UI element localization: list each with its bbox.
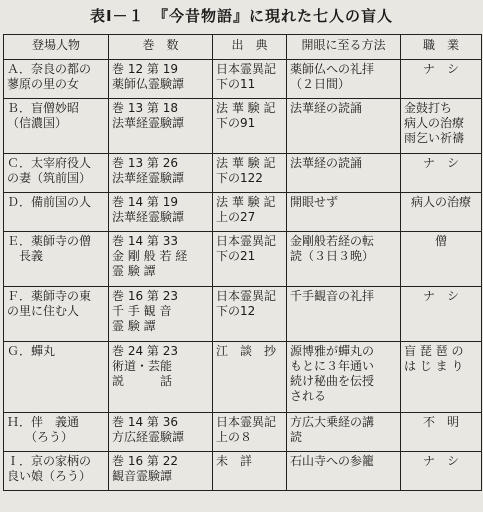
table-row [4, 287, 482, 342]
cell-source [213, 287, 287, 342]
source-text-line: 法 華 験 記 [216, 195, 276, 209]
source-text-line: 下の11 [216, 77, 256, 91]
source-text-line: 法 華 験 記 [216, 101, 276, 115]
cell-person [4, 232, 109, 287]
volume-text-line: 法華経霊験譚 [112, 171, 185, 185]
person-text-line: Ａ．奈良の都の [7, 62, 92, 76]
volume-text-line: 巻 16 第 22 [112, 454, 178, 468]
source-text-line: 下の21 [216, 249, 256, 263]
cell-person [4, 154, 109, 193]
cell-person [4, 99, 109, 154]
occupation-text-line: は じ ま り [404, 359, 464, 373]
method-text-line: 金剛般若経の転 [290, 234, 375, 248]
header-person: 登場人物 [4, 35, 109, 60]
table-row [4, 154, 482, 193]
cell-volume [109, 99, 213, 154]
cell-occupation [401, 413, 482, 452]
method-text-line: される [290, 389, 327, 403]
volume-text-line: 法華経霊験譚 [112, 116, 185, 130]
cell-occupation [401, 99, 482, 154]
occupation-text-line: 金鼓打ち [404, 101, 453, 115]
volume-text-line: 巻 24 第 23 [112, 344, 178, 358]
volume-text-line: 巻 14 第 33 [112, 234, 178, 248]
header-volume: 巻 数 [109, 35, 213, 60]
header-source: 出 典 [213, 35, 287, 60]
source-text-line: 未 詳 [216, 454, 253, 468]
cell-method [287, 99, 401, 154]
cell-source [213, 60, 287, 99]
method-text-line: 法華経の読誦 [290, 156, 363, 170]
cell-volume [109, 452, 213, 491]
volume-text-line: 巻 14 第 36 [112, 415, 178, 429]
person-text-line: Ｂ．盲僧妙昭 [7, 101, 80, 115]
person-text-line: （ろう） [7, 430, 74, 444]
person-text-line: Ｄ．備前国の人 [7, 195, 92, 209]
source-text-line: 上の８ [216, 430, 253, 444]
cell-method [287, 154, 401, 193]
occupation-text-line: 雨乞い祈禱 [404, 131, 465, 145]
volume-text-line: 金 剛 般 若 経 [112, 249, 188, 263]
cell-method [287, 193, 401, 232]
source-text-line: 下の12 [216, 304, 256, 318]
method-text-line: 方広大乗経の講 [290, 415, 375, 429]
occupation-text-line: 僧 [434, 234, 447, 248]
volume-text-line: 千 手 観 音 [112, 304, 172, 318]
occupation-text-line: 病人の治療 [410, 195, 471, 209]
person-text-line: の里に住む人 [7, 304, 80, 318]
cell-occupation [401, 287, 482, 342]
cell-method [287, 452, 401, 491]
volume-text-line: 巻 12 第 19 [112, 62, 178, 76]
cell-person [4, 193, 109, 232]
table-row [4, 193, 482, 232]
person-text-line: Ｈ．伴 義通 [7, 415, 80, 429]
cell-method [287, 287, 401, 342]
header-row [4, 35, 482, 60]
volume-text-line: 巻 16 第 23 [112, 289, 178, 303]
method-text-line: 千手観音の礼拝 [290, 289, 375, 303]
cell-occupation [401, 154, 482, 193]
person-text-line: 長義 [7, 249, 44, 263]
occupation-text-line: ナ シ [422, 62, 459, 76]
occupation-text-line: 盲 琵 琶 の [404, 344, 464, 358]
method-text-line: 石山寺への参籠 [290, 454, 375, 468]
volume-text-line: 観音霊験譚 [112, 469, 173, 483]
volume-text-line: 巻 13 第 18 [112, 101, 178, 115]
source-text-line: 日本霊異記 [216, 289, 277, 303]
volume-text-line: 薬師仏霊験譚 [112, 77, 185, 91]
volume-text-line: 霊 験 譚 [112, 264, 156, 278]
cell-method [287, 60, 401, 99]
occupation-text-line: 病人の治療 [404, 116, 465, 130]
method-text-line: 開眼せず [290, 195, 339, 209]
cell-volume [109, 154, 213, 193]
source-text-line: 日本霊異記 [216, 234, 277, 248]
person-text-line: Ｉ．京の家柄の [7, 454, 92, 468]
cell-occupation [401, 232, 482, 287]
person-text-line: の妻（筑前国） [7, 171, 92, 185]
method-text-line: 読 [290, 430, 303, 444]
cell-occupation [401, 60, 482, 99]
source-text-line: 下の91 [216, 116, 256, 130]
volume-text-line: 霊 験 譚 [112, 319, 156, 333]
method-text-line: もとに３年通い [290, 359, 375, 373]
table-row [4, 342, 482, 413]
cell-source [213, 232, 287, 287]
source-text-line: 上の27 [216, 210, 256, 224]
person-text-line: Ｆ．薬師寺の東 [7, 289, 92, 303]
method-text-line: （２日間） [290, 77, 351, 91]
person-text-line: （信濃国） [7, 116, 68, 130]
cell-person [4, 287, 109, 342]
cell-person [4, 413, 109, 452]
cell-volume [109, 342, 213, 413]
header-occupation: 職 業 [401, 35, 482, 60]
cell-method [287, 232, 401, 287]
cell-occupation [401, 193, 482, 232]
cell-occupation [401, 452, 482, 491]
occupation-text-line: ナ シ [422, 454, 459, 468]
cell-source [213, 342, 287, 413]
cell-source [213, 413, 287, 452]
method-text-line: 続け秘曲を伝授 [290, 374, 375, 388]
cell-volume [109, 287, 213, 342]
source-text-line: 日本霊異記 [216, 62, 277, 76]
cell-occupation [401, 342, 482, 413]
cell-method [287, 342, 401, 413]
blind-people-table [3, 34, 482, 491]
cell-source [213, 99, 287, 154]
source-text-line: 江 談 抄 [216, 344, 277, 358]
person-text-line: 蓼原の里の女 [7, 77, 80, 91]
volume-text-line: 方広経霊験譚 [112, 430, 185, 444]
source-text-line: 下の122 [216, 171, 263, 185]
cell-source [213, 452, 287, 491]
volume-text-line: 説 話 [112, 374, 173, 388]
cell-volume [109, 232, 213, 287]
table-body [4, 60, 482, 491]
cell-person [4, 60, 109, 99]
volume-text-line: 術道・芸能 [112, 359, 173, 373]
table-row [4, 452, 482, 491]
cell-volume [109, 193, 213, 232]
occupation-text-line: ナ シ [422, 156, 459, 170]
person-text-line: Ｇ．蟬丸 [7, 344, 56, 358]
method-text-line: 源博雅が蟬丸の [290, 344, 375, 358]
cell-method [287, 413, 401, 452]
table-row [4, 232, 482, 287]
volume-text-line: 巻 13 第 26 [112, 156, 178, 170]
occupation-text-line: 不 明 [422, 415, 459, 429]
cell-source [213, 154, 287, 193]
cell-source [213, 193, 287, 232]
header-method: 開眼に至る方法 [287, 35, 401, 60]
volume-text-line: 法華経霊験譚 [112, 210, 185, 224]
cell-volume [109, 60, 213, 99]
volume-text-line: 巻 14 第 19 [112, 195, 178, 209]
person-text-line: Ｅ．薬師寺の僧 [7, 234, 92, 248]
person-text-line: Ｃ．太宰府役人 [7, 156, 92, 170]
table-row [4, 413, 482, 452]
cell-volume [109, 413, 213, 452]
method-text-line: 法華経の読誦 [290, 101, 363, 115]
cell-person [4, 342, 109, 413]
table-row [4, 99, 482, 154]
method-text-line: 薬師仏への礼拝 [290, 62, 375, 76]
table-row [4, 60, 482, 99]
source-text-line: 法 華 験 記 [216, 156, 276, 170]
table-title: 表Ⅰ－１ 『今昔物語』に現れた七人の盲人 [89, 7, 394, 25]
person-text-line: 良い娘（ろう） [7, 469, 92, 483]
source-text-line: 日本霊異記 [216, 415, 277, 429]
cell-person [4, 452, 109, 491]
occupation-text-line: ナ シ [422, 289, 459, 303]
method-text-line: 読（３日３晩） [290, 249, 375, 263]
